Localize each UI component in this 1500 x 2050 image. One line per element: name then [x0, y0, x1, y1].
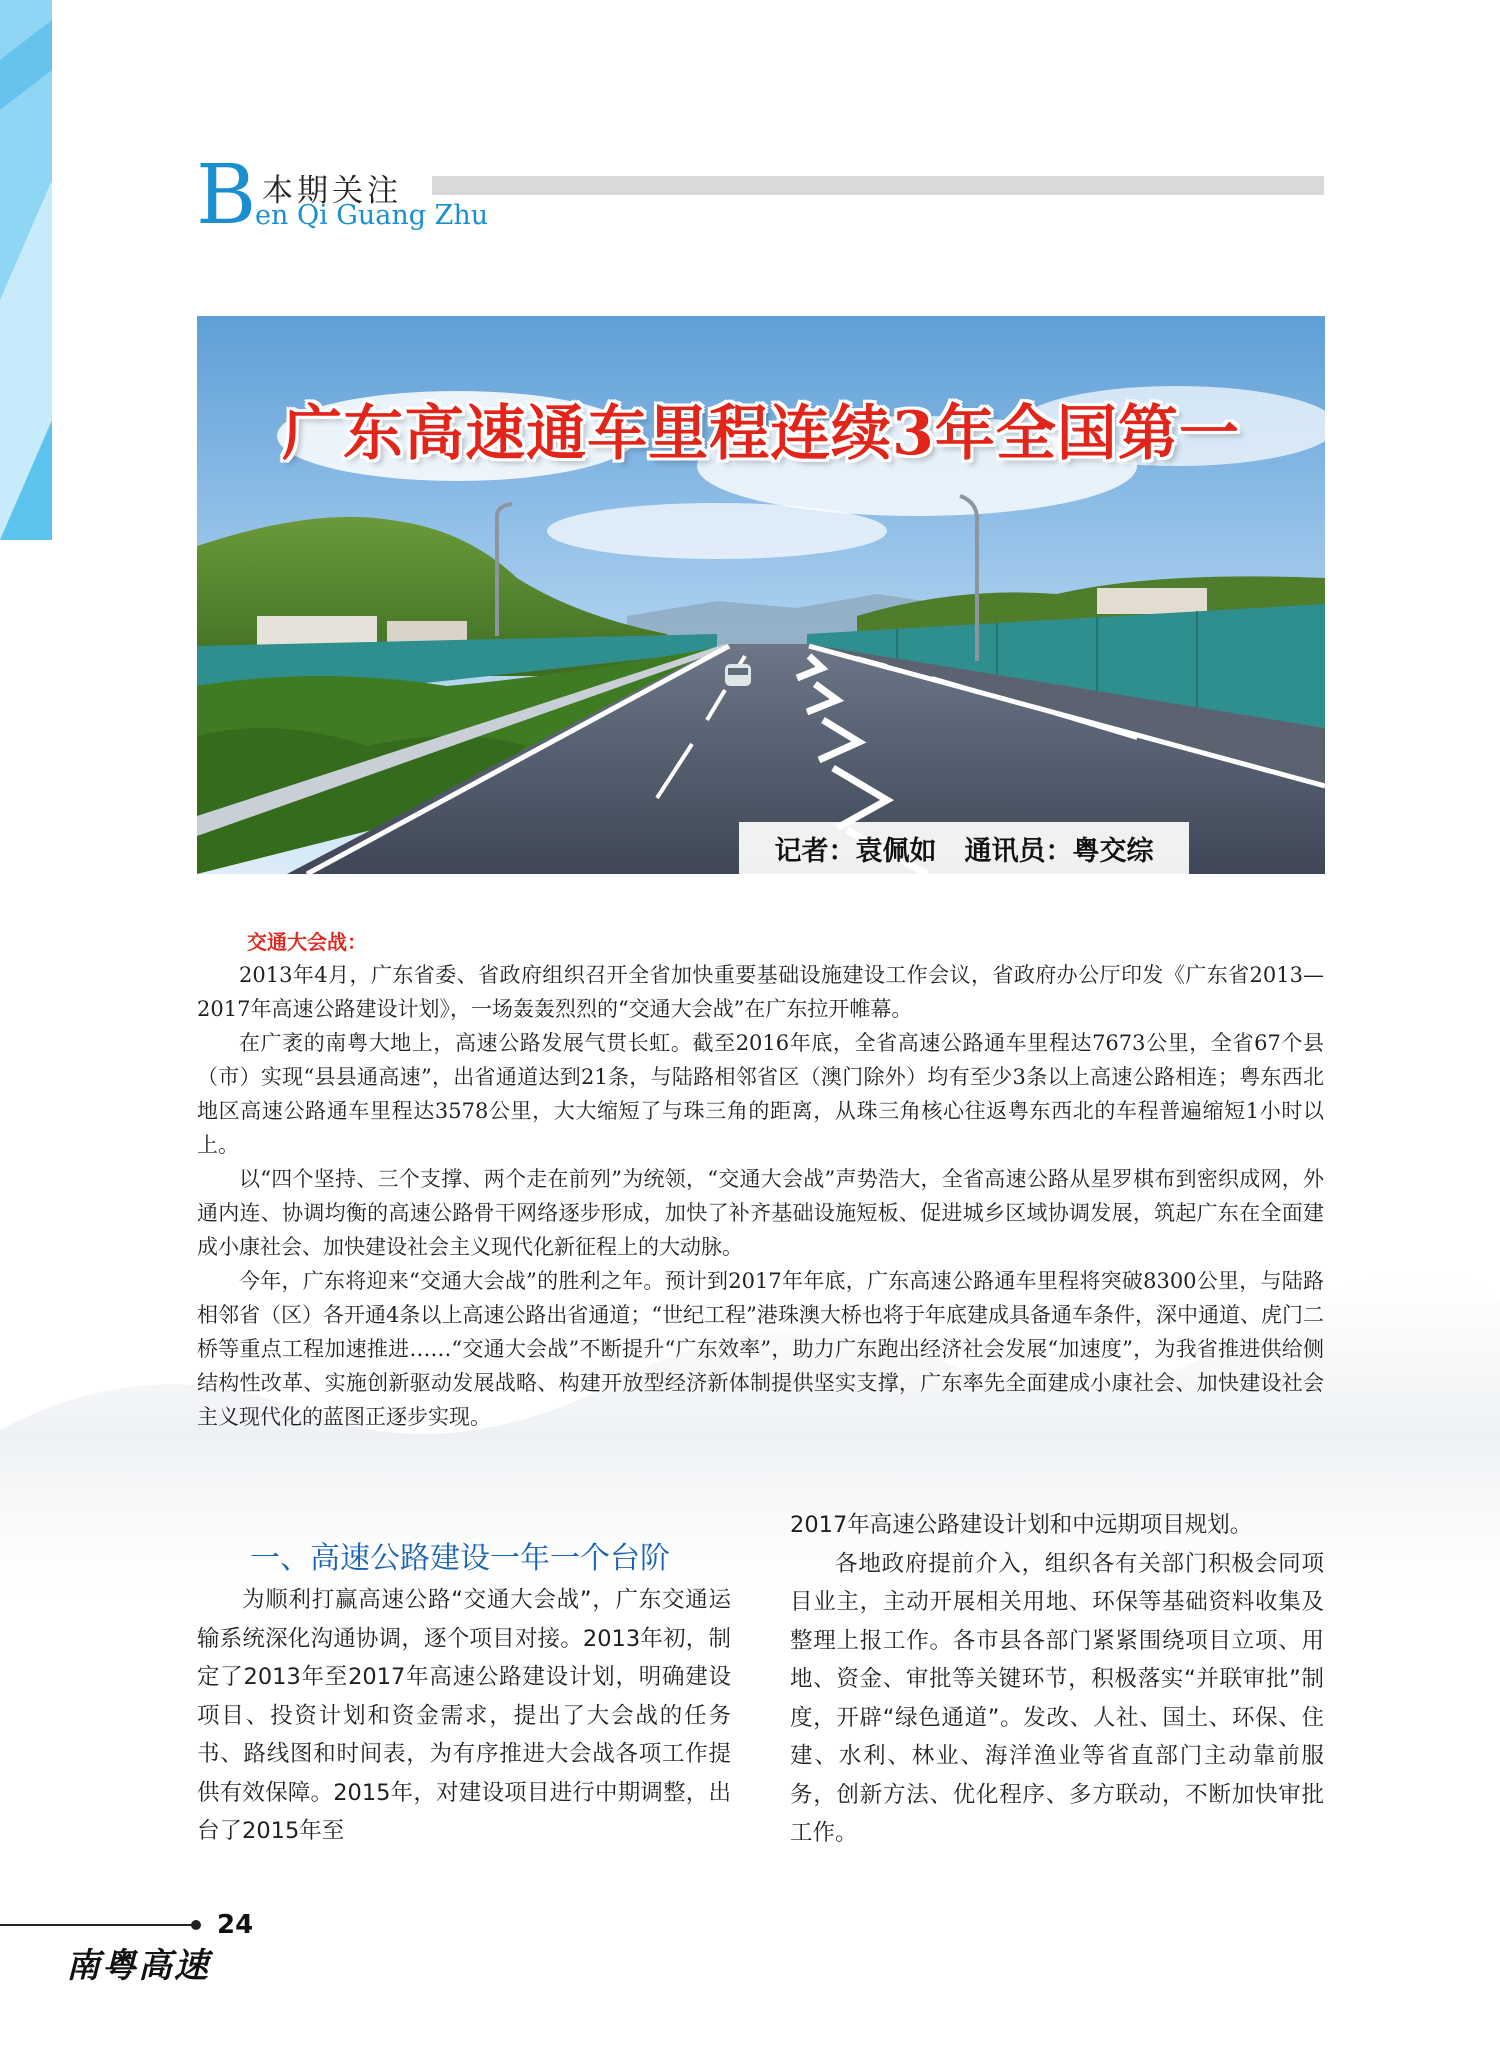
section-heading: 一、高速公路建设一年一个台阶 [250, 1541, 670, 1576]
intro-paragraph: 在广袤的南粤大地上，高速公路发展气贯长虹。截至2016年底，全省高速公路通车里程达7673公里，全省67个县（市）实现“县县通高速”，出省通道达到21条，与陆路相邻省区（澳门除外）均有至少3条以上高速公路相连；粤东西北地区高速公路通车里程达3578公里，大大缩短了与珠三角的距离，从珠三角核心往返粤东西北的车程普遍缩短1小时以上。 [197, 1031, 1324, 1157]
intro-text [197, 958, 1324, 1434]
byline-reporter: 记者：袁佩如 [774, 835, 937, 867]
intro-paragraph: 以“四个坚持、三个支撑、两个走在前列”为统领，“交通大会战”声势浩大，全省高速公路从星罗棋布到密织成网，外通内连、协调均衡的高速公路骨干网络逐步形成，加快了补齐基础设施短板、促进城乡区域协调发展，筑起广东在全面建成小康社会、加快建设社会主义现代化新征程上的大动脉。 [197, 1167, 1324, 1259]
section-initial-letter: B [196, 148, 257, 243]
byline-box [739, 822, 1189, 874]
intro-paragraph: 2013年4月，广东省委、省政府组织召开全省加快重要基础设施建设工作会议，省政府办公厅印发《广东省2013—2017年高速公路建设计划》，一场轰轰烈烈的“交通大会战”在广东拉开帷幕。 [197, 963, 1324, 1021]
byline-correspondent: 通讯员：粤交综 [964, 835, 1154, 867]
section-title: 本期关注 [262, 173, 402, 209]
intro-paragraph: 今年，广东将迎来“交通大会战”的胜利之年。预计到2017年年底，广东高速公路通车里程将突破8300公里，与陆路相邻省（区）各开通4条以上高速公路出省通道；“世纪工程”港珠澳大桥也将于年底建成具备通车条件，深中通道、虎门二桥等重点工程加速推进……“交通大会战”不断提升“广东效率”，助力广东跑出经济社会发展“加速度”，为我省推进供给侧结构性改革、实施创新驱动发展战略、构建开放型经济新体制提供坚实支撑，广东率先全面建成小康社会、加快建设社会主义现代化的蓝图正逐步实现。 [197, 1269, 1324, 1429]
body-column-left [197, 1581, 731, 1851]
lead-label: 交通大会战： [247, 930, 367, 954]
magazine-logo: 南粤高速 [66, 1946, 210, 1986]
body-column-right [790, 1506, 1324, 1853]
body-paragraph-continuation: 2017年高速公路建设计划和中远期项目规划。 [790, 1512, 1253, 1538]
hero-highway-photo [197, 316, 1325, 874]
body-paragraph: 为顺利打赢高速公路“交通大会战”，广东交通运输系统深化沟通协调，逐个项目对接。2013年初，制定了2013年至2017年高速公路建设计划，明确建设项目、投资计划和资金需求，提出了大会战的任务书、路线图和时间表，为有序推进大会战各项工作提供有效保障。2015年，对建设项目进行中期调整，出台了2015年至 [197, 1587, 731, 1844]
body-paragraph: 各地政府提前介入，组织各有关部门积极会同项目业主，主动开展相关用地、环保等基础资料收集及整理上报工作。各市县各部门紧紧围绕项目立项、用地、资金、审批等关键环节，积极落实“并联审批”制度，开辟“绿色通道”。发改、人社、国土、环保、住建、水利、林业、海洋渔业等省直部门主动靠前服务，创新方法、优化程序、多方联动，不断加快审批工作。 [790, 1550, 1324, 1846]
page-number: 24 [217, 1910, 254, 1940]
decorative-side-band [0, 0, 52, 540]
footer-rule [0, 1924, 196, 1926]
header-rule [432, 176, 1324, 195]
section-title-pinyin: en Qi Guang Zhu [255, 200, 489, 231]
footer-bullet [191, 1920, 201, 1930]
hero-headline: 广东高速通车里程连续3年全国第一 [282, 399, 1240, 469]
